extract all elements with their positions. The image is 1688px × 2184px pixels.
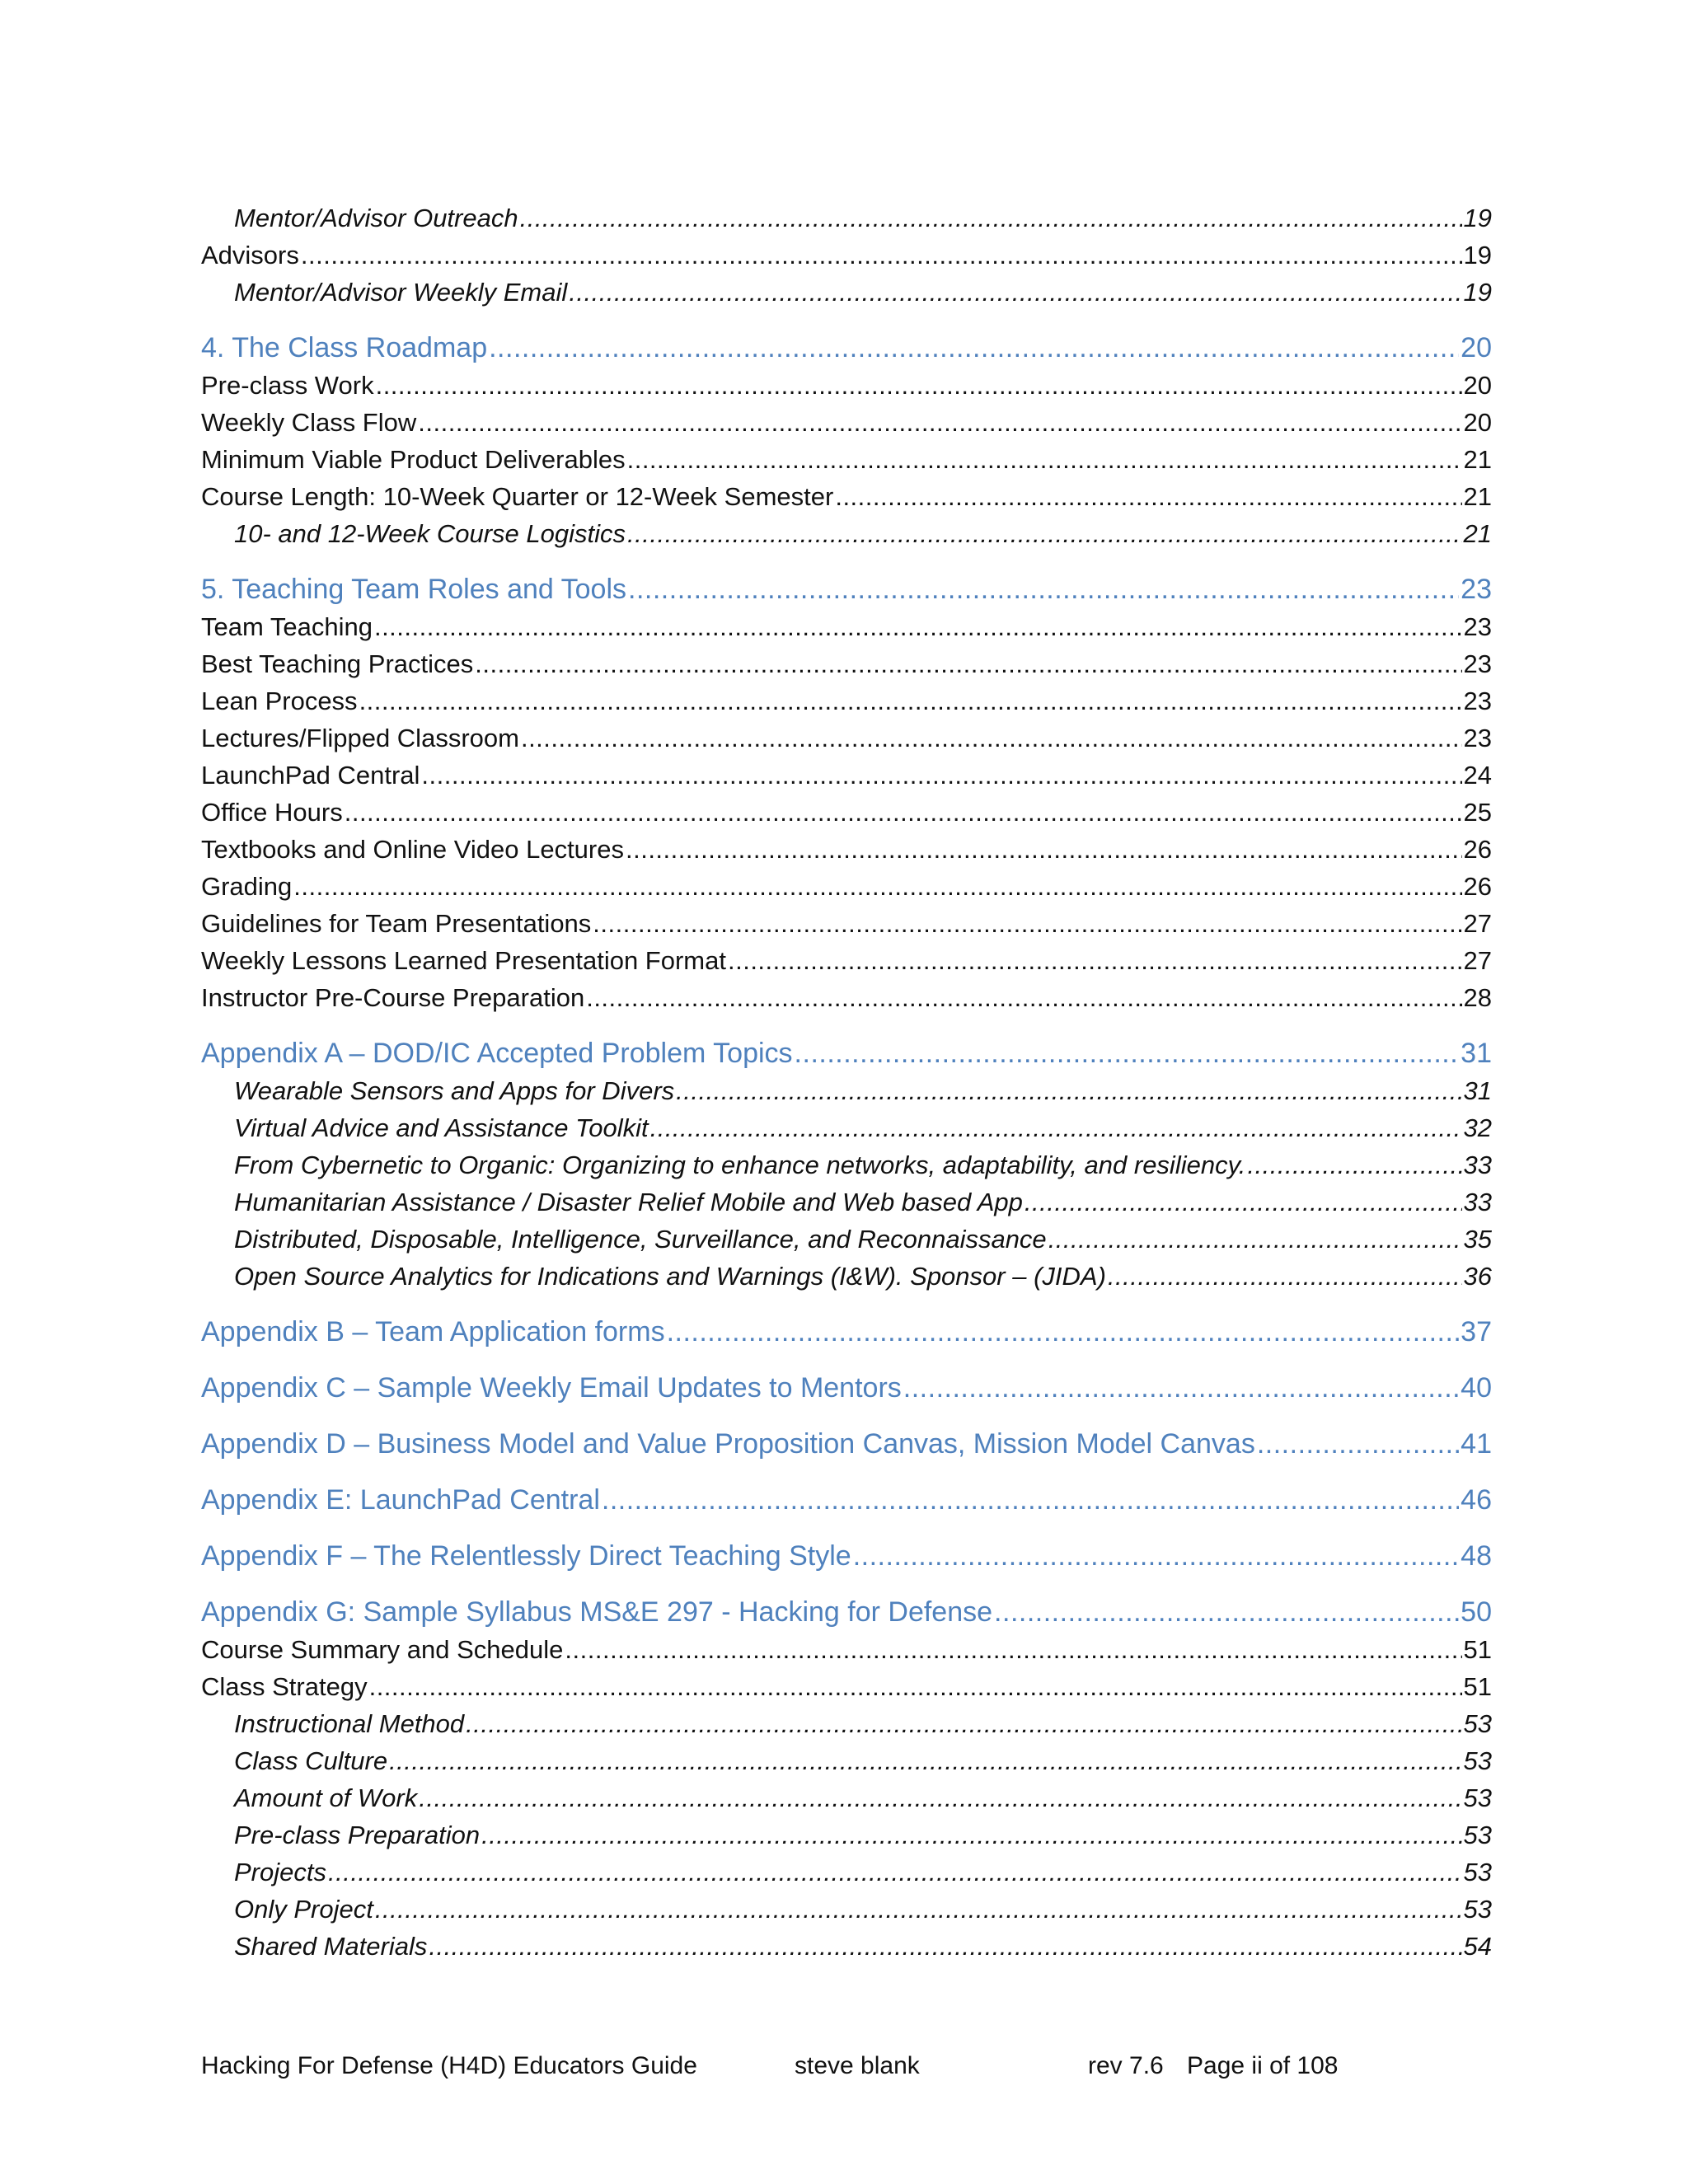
toc-entry-page-number: 27: [1463, 946, 1492, 975]
toc-entry-title: Projects: [234, 1858, 326, 1886]
toc-dot-leader: [903, 1370, 1459, 1407]
toc-entry-title: Appendix C – Sample Weekly Email Updates to Mentors: [201, 1372, 902, 1404]
toc-entry[interactable]: [201, 645, 1492, 682]
table-of-contents: [201, 199, 1492, 1965]
toc-dot-leader: [521, 719, 1462, 757]
toc-entry[interactable]: [201, 1668, 1492, 1705]
toc-entry[interactable]: [201, 794, 1492, 831]
toc-dot-leader: [1108, 1258, 1462, 1295]
toc-entry-title: Shared Materials: [234, 1932, 428, 1961]
toc-dot-leader: [650, 1109, 1462, 1146]
toc-entry[interactable]: [201, 1538, 1492, 1575]
toc-entry-title: Best Teaching Practices: [201, 649, 474, 678]
footer-author: steve blank: [795, 2052, 920, 2079]
toc-entry-page-number: 40: [1461, 1372, 1492, 1404]
toc-entry[interactable]: [201, 719, 1492, 757]
toc-entry-title: Pre-class Work: [201, 371, 374, 400]
toc-entry-title: Lean Process: [201, 687, 358, 715]
toc-dot-leader: [565, 1631, 1461, 1668]
toc-entry[interactable]: [201, 330, 1492, 367]
toc-entry-page-number: 35: [1463, 1225, 1492, 1254]
toc-entry-title: Instructional Method: [234, 1709, 465, 1738]
toc-entry[interactable]: [201, 1183, 1492, 1221]
toc-dot-leader: [835, 478, 1461, 515]
toc-entry-page-number: 53: [1463, 1783, 1492, 1812]
toc-entry-page-number: 21: [1463, 482, 1492, 511]
toc-entry-title: Virtual Advice and Assistance Toolkit: [234, 1113, 649, 1142]
toc-dot-leader: [586, 979, 1461, 1016]
toc-entry-title: Office Hours: [201, 798, 343, 827]
toc-entry-title: Appendix G: Sample Syllabus MS&E 297 - Hacking for Defense: [201, 1596, 993, 1628]
toc-dot-leader: [293, 868, 1461, 905]
toc-entry[interactable]: [201, 404, 1492, 441]
toc-dot-leader: [593, 905, 1461, 942]
toc-entry[interactable]: [201, 1742, 1492, 1779]
toc-entry[interactable]: [201, 478, 1492, 515]
toc-dot-leader: [667, 1314, 1460, 1351]
toc-entry[interactable]: [201, 367, 1492, 404]
toc-entry-page-number: 19: [1463, 241, 1492, 269]
toc-entry[interactable]: [201, 1891, 1492, 1928]
toc-entry-page-number: 50: [1461, 1596, 1492, 1628]
toc-entry-page-number: 31: [1461, 1038, 1492, 1069]
toc-entry-title: Pre-class Preparation: [234, 1821, 481, 1849]
toc-entry-title: Mentor/Advisor Outreach: [234, 204, 518, 232]
toc-entry-title: Guidelines for Team Presentations: [201, 909, 592, 938]
toc-entry[interactable]: [201, 237, 1492, 274]
toc-dot-leader: [728, 942, 1462, 979]
toc-dot-leader: [853, 1538, 1459, 1575]
toc-entry[interactable]: [201, 571, 1492, 608]
toc-dot-leader: [627, 441, 1462, 478]
toc-entry-page-number: 27: [1463, 909, 1492, 938]
toc-entry-title: Wearable Sensors and Apps for Divers: [234, 1076, 675, 1105]
toc-dot-leader: [345, 794, 1462, 831]
toc-entry-page-number: 24: [1463, 761, 1492, 790]
toc-entry-title: Weekly Class Flow: [201, 408, 417, 437]
toc-entry[interactable]: [201, 1072, 1492, 1109]
toc-entry-title: Lectures/Flipped Classroom: [201, 724, 519, 752]
toc-dot-leader: [627, 515, 1462, 552]
toc-entry[interactable]: [201, 274, 1492, 311]
toc-entry-title: Class Strategy: [201, 1672, 368, 1701]
toc-entry[interactable]: [201, 868, 1492, 905]
toc-entry[interactable]: [201, 1146, 1492, 1183]
toc-entry-title: Course Length: 10-Week Quarter or 12-Week Semester: [201, 482, 834, 511]
toc-entry[interactable]: [201, 1258, 1492, 1295]
toc-entry[interactable]: [201, 1426, 1492, 1463]
toc-entry-title: 4. The Class Roadmap: [201, 332, 488, 363]
page-footer: [201, 2050, 1492, 2083]
toc-entry-title: Appendix E: LaunchPad Central: [201, 1484, 600, 1516]
toc-dot-leader: [489, 330, 1459, 367]
toc-dot-leader: [569, 274, 1461, 311]
toc-entry[interactable]: [201, 1854, 1492, 1891]
toc-entry[interactable]: [201, 608, 1492, 645]
toc-entry[interactable]: [201, 199, 1492, 237]
toc-dot-leader: [520, 199, 1462, 237]
toc-entry-title: LaunchPad Central: [201, 761, 420, 790]
toc-entry-page-number: 23: [1463, 612, 1492, 641]
toc-entry-page-number: 26: [1463, 835, 1492, 864]
toc-entry-page-number: 21: [1463, 445, 1492, 474]
toc-entry-title: Weekly Lessons Learned Presentation Format: [201, 946, 726, 975]
toc-dot-leader: [301, 237, 1462, 274]
toc-entry-page-number: 25: [1463, 798, 1492, 827]
toc-entry-page-number: 48: [1461, 1540, 1492, 1572]
toc-entry-title: Humanitarian Assistance / Disaster Relief Mobile and Web based App: [234, 1188, 1023, 1216]
toc-entry-title: Only Project: [234, 1895, 373, 1924]
toc-entry-page-number: 28: [1463, 983, 1492, 1012]
toc-dot-leader: [481, 1816, 1461, 1854]
toc-entry[interactable]: [201, 942, 1492, 979]
toc-entry[interactable]: [201, 1482, 1492, 1519]
toc-dot-leader: [389, 1742, 1461, 1779]
toc-entry-title: Open Source Analytics for Indications and Warnings (I&W). Sponsor – (JIDA): [234, 1262, 1106, 1291]
toc-entry-page-number: 53: [1463, 1858, 1492, 1886]
toc-entry-page-number: 53: [1463, 1821, 1492, 1849]
toc-entry[interactable]: [201, 1779, 1492, 1816]
toc-entry-title: Amount of Work: [234, 1783, 418, 1812]
toc-entry-page-number: 46: [1461, 1484, 1492, 1516]
toc-entry[interactable]: [201, 1928, 1492, 1965]
toc-entry[interactable]: [201, 1035, 1492, 1072]
toc-entry[interactable]: [201, 979, 1492, 1016]
toc-dot-leader: [1025, 1183, 1462, 1221]
toc-entry[interactable]: [201, 1221, 1492, 1258]
toc-entry-title: Textbooks and Online Video Lectures: [201, 835, 624, 864]
toc-dot-leader: [475, 645, 1461, 682]
toc-entry-page-number: 51: [1463, 1672, 1492, 1701]
toc-entry[interactable]: [201, 682, 1492, 719]
toc-entry-page-number: 19: [1463, 278, 1492, 307]
toc-entry-title: 5. Teaching Team Roles and Tools: [201, 574, 627, 605]
toc-entry-page-number: 33: [1463, 1188, 1492, 1216]
toc-dot-leader: [419, 1779, 1461, 1816]
toc-dot-leader: [418, 404, 1461, 441]
toc-entry[interactable]: [201, 831, 1492, 868]
toc-entry[interactable]: [201, 905, 1492, 942]
toc-entry-title: Class Culture: [234, 1746, 388, 1775]
toc-dot-leader: [328, 1854, 1462, 1891]
toc-entry-page-number: 23: [1461, 574, 1492, 605]
toc-entry-page-number: 33: [1463, 1151, 1492, 1179]
toc-dot-leader: [994, 1594, 1459, 1631]
toc-entry-page-number: 53: [1463, 1895, 1492, 1924]
toc-entry-title: Advisors: [201, 241, 299, 269]
toc-dot-leader: [1257, 1426, 1459, 1463]
toc-dot-leader: [376, 367, 1462, 404]
toc-entry-title: Instructor Pre-Course Preparation: [201, 983, 585, 1012]
toc-dot-leader: [602, 1482, 1459, 1519]
toc-entry-page-number: 19: [1463, 204, 1492, 232]
toc-entry-page-number: 20: [1463, 408, 1492, 437]
toc-dot-leader: [628, 571, 1459, 608]
toc-entry-title: Appendix D – Business Model and Value Proposition Canvas, Mission Model Canvas: [201, 1428, 1255, 1460]
toc-entry-page-number: 21: [1463, 519, 1492, 548]
toc-entry-title: Course Summary and Schedule: [201, 1635, 564, 1664]
toc-entry[interactable]: [201, 1631, 1492, 1668]
toc-entry-page-number: 32: [1463, 1113, 1492, 1142]
toc-entry-title: Mentor/Advisor Weekly Email: [234, 278, 568, 307]
toc-entry-title: Appendix F – The Relentlessly Direct Teaching Style: [201, 1540, 851, 1572]
toc-entry[interactable]: [201, 1594, 1492, 1631]
toc-entry-page-number: 41: [1461, 1428, 1492, 1460]
toc-entry-page-number: 53: [1463, 1746, 1492, 1775]
toc-entry-page-number: 23: [1463, 724, 1492, 752]
toc-entry-page-number: 20: [1461, 332, 1492, 363]
toc-dot-leader: [676, 1072, 1461, 1109]
toc-entry-page-number: 53: [1463, 1709, 1492, 1738]
toc-entry-page-number: 23: [1463, 687, 1492, 715]
toc-dot-leader: [369, 1668, 1462, 1705]
toc-dot-leader: [429, 1928, 1461, 1965]
toc-entry[interactable]: [201, 1705, 1492, 1742]
toc-entry[interactable]: [201, 1314, 1492, 1351]
toc-entry-page-number: 54: [1463, 1932, 1492, 1961]
toc-dot-leader: [1247, 1146, 1461, 1183]
toc-entry-title: Appendix A – DOD/IC Accepted Problem Topics: [201, 1038, 793, 1069]
toc-entry-title: From Cybernetic to Organic: Organizing to enhance networks, adaptability, and resiliency.: [234, 1151, 1246, 1179]
toc-entry-page-number: 23: [1463, 649, 1492, 678]
toc-entry[interactable]: [201, 757, 1492, 794]
toc-entry-title: Minimum Viable Product Deliverables: [201, 445, 626, 474]
toc-entry[interactable]: [201, 1816, 1492, 1854]
toc-entry[interactable]: [201, 1109, 1492, 1146]
toc-entry-page-number: 37: [1461, 1316, 1492, 1347]
toc-dot-leader: [374, 608, 1462, 645]
toc-dot-leader: [421, 757, 1461, 794]
toc-dot-leader: [375, 1891, 1462, 1928]
toc-entry-title: Distributed, Disposable, Intelligence, Surveillance, and Reconnaissance: [234, 1225, 1047, 1254]
toc-dot-leader: [795, 1035, 1460, 1072]
toc-entry-title: Grading: [201, 872, 293, 901]
footer-doc-title: Hacking For Defense (H4D) Educators Guide: [201, 2052, 697, 2079]
toc-entry-title: 10- and 12-Week Course Logistics: [234, 519, 626, 548]
footer-revision: rev 7.6: [1088, 2052, 1164, 2079]
toc-entry-page-number: 26: [1463, 872, 1492, 901]
toc-dot-leader: [626, 831, 1462, 868]
toc-entry[interactable]: [201, 1370, 1492, 1407]
toc-entry[interactable]: [201, 441, 1492, 478]
toc-dot-leader: [1048, 1221, 1462, 1258]
toc-entry-page-number: 51: [1463, 1635, 1492, 1664]
toc-entry-title: Team Teaching: [201, 612, 373, 641]
toc-entry[interactable]: [201, 515, 1492, 552]
toc-dot-leader: [466, 1705, 1461, 1742]
toc-entry-page-number: 36: [1463, 1262, 1492, 1291]
toc-entry-page-number: 31: [1463, 1076, 1492, 1105]
footer-page-label: Page ii of 108: [1187, 2052, 1339, 2079]
toc-entry-page-number: 20: [1463, 371, 1492, 400]
toc-entry-title: Appendix B – Team Application forms: [201, 1316, 665, 1347]
toc-dot-leader: [359, 682, 1462, 719]
